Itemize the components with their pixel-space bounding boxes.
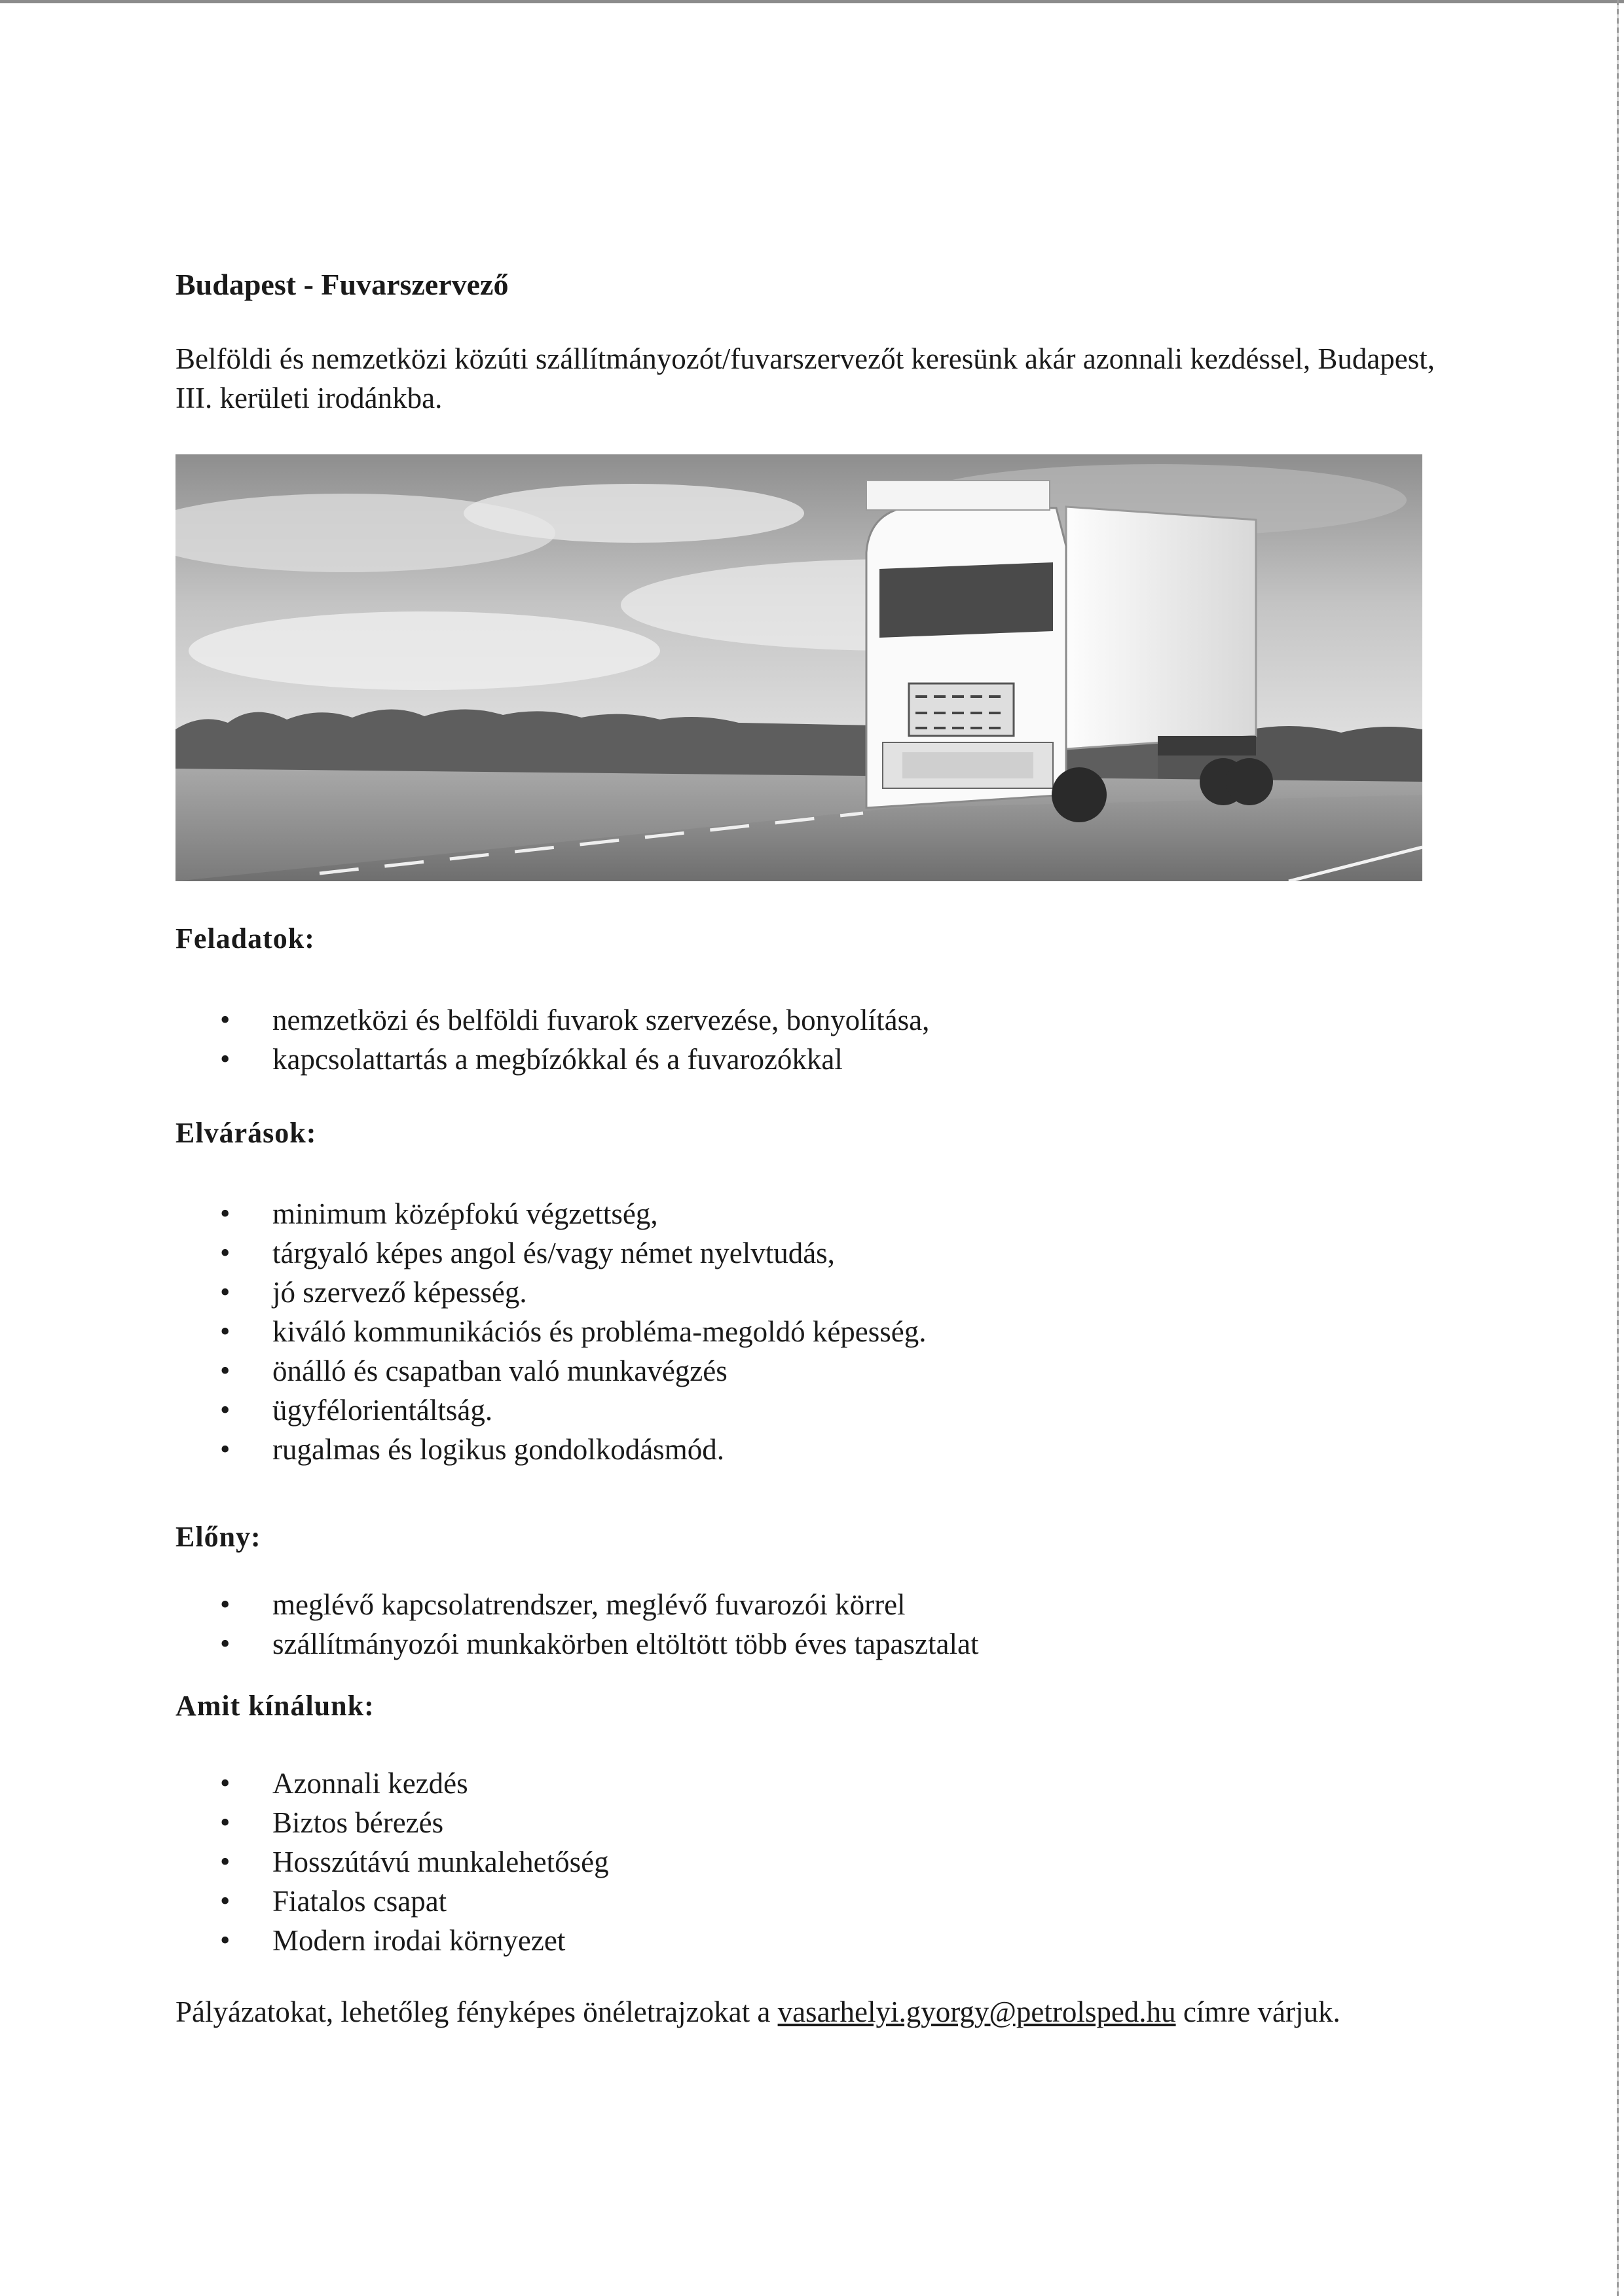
list-item: • Hosszútávú munkalehetőség bbox=[220, 1842, 609, 1882]
advantage-list bbox=[220, 1585, 978, 1664]
section-heading-advantage: Előny: bbox=[175, 1521, 261, 1553]
list-item: • Modern irodai környezet bbox=[220, 1921, 609, 1960]
scan-edge-top bbox=[0, 0, 1624, 3]
list-item: • nemzetközi és belföldi fuvarok szervezése, bonyolítása, bbox=[220, 1000, 929, 1040]
page-title: Budapest - Fuvarszervező bbox=[175, 268, 509, 301]
section-heading-offer: Amit kínálunk: bbox=[175, 1690, 375, 1722]
email-link[interactable]: vasarhelyi.gyorgy@petrolsped.hu bbox=[777, 1995, 1176, 2028]
list-item: • szállítmányozói munkakörben eltöltött több éves tapasztalat bbox=[220, 1624, 978, 1664]
list-item: • Fiatalos csapat bbox=[220, 1882, 609, 1921]
scan-edge-right bbox=[1617, 0, 1619, 2296]
list-item: • meglévő kapcsolatrendszer, meglévő fuvarozói körrel bbox=[220, 1585, 978, 1624]
closing-paragraph bbox=[175, 1992, 1459, 2032]
list-item: • Azonnali kezdés bbox=[220, 1764, 609, 1803]
closing-text-before: Pályázatokat, lehetőleg fényképes önéletrajzokat a bbox=[175, 1995, 778, 2028]
list-item: • Biztos bérezés bbox=[220, 1803, 609, 1842]
list-item: • önálló és csapatban való munkavégzés bbox=[220, 1351, 927, 1391]
list-item: • rugalmas és logikus gondolkodásmód. bbox=[220, 1430, 927, 1469]
list-item: • kapcsolattartás a megbízókkal és a fuvarozókkal bbox=[220, 1040, 929, 1079]
list-item: • kiváló kommunikációs és probléma-megoldó képesség. bbox=[220, 1312, 927, 1351]
offer-list bbox=[220, 1764, 609, 1960]
truck-photo bbox=[175, 454, 1422, 881]
list-item: • jó szervező képesség. bbox=[220, 1273, 927, 1312]
list-item: • tárgyaló képes angol és/vagy német nyelvtudás, bbox=[220, 1233, 927, 1273]
list-item: • minimum középfokú végzettség, bbox=[220, 1194, 927, 1233]
requirements-list bbox=[220, 1194, 927, 1469]
closing-text-after: címre várjuk. bbox=[1175, 1995, 1340, 2028]
intro-paragraph: Belföldi és nemzetközi közúti szállítmányozót/fuvarszervezőt keresünk akár azonnali kezdéssel, Budapest, III. kerületi irodánkba. bbox=[175, 342, 1435, 414]
section-heading-tasks: Feladatok: bbox=[175, 922, 315, 955]
section-heading-requirements: Elvárások: bbox=[175, 1117, 317, 1149]
list-item: • ügyfélorientáltság. bbox=[220, 1391, 927, 1430]
tasks-list bbox=[220, 1000, 929, 1079]
